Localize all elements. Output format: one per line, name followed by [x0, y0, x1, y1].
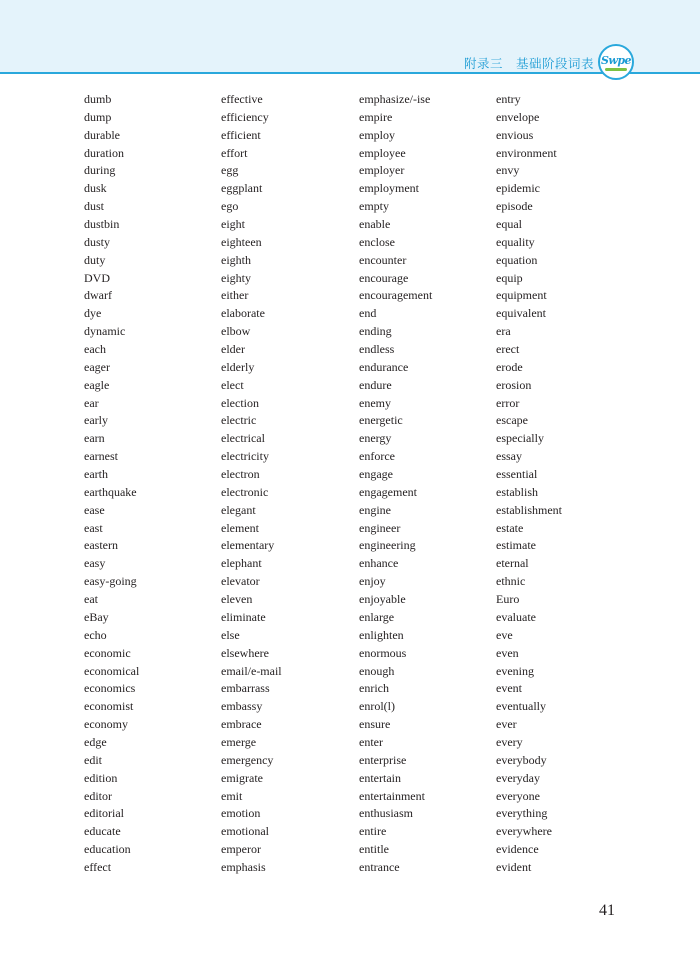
word-column-4: [496, 91, 562, 877]
word-entry: everything: [496, 806, 548, 821]
word-entry: enlarge: [359, 609, 395, 624]
word-entry: engagement: [359, 484, 417, 499]
word-entry: emotion: [221, 806, 261, 821]
word-entry: empty: [359, 199, 389, 214]
word-entry: erect: [496, 342, 520, 357]
word-entry: enough: [359, 663, 395, 678]
word-entry: electronic: [221, 484, 269, 499]
word-entry: effort: [221, 145, 248, 160]
word-entry: editorial: [84, 806, 124, 821]
word-entry: encounter: [359, 252, 407, 267]
word-entry: entitle: [359, 842, 389, 857]
word-entry: elsewhere: [221, 645, 269, 660]
word-entry: encouragement: [359, 288, 433, 303]
word-entry: everyone: [496, 788, 540, 803]
word-entry: east: [84, 520, 103, 535]
word-entry: erode: [496, 359, 523, 374]
word-entry: envious: [496, 127, 534, 142]
word-entry: electrical: [221, 431, 265, 446]
word-entry: ending: [359, 324, 392, 339]
word-entry: energetic: [359, 413, 403, 428]
word-entry: dye: [84, 306, 102, 321]
word-entry: ear: [84, 395, 99, 410]
word-list: [0, 91, 700, 891]
word-entry: eve: [496, 627, 513, 642]
header-divider: [0, 72, 700, 74]
word-column-3: [359, 91, 432, 877]
word-entry: environment: [496, 145, 557, 160]
word-entry: either: [221, 288, 249, 303]
word-entry: eliminate: [221, 609, 266, 624]
word-entry: equipment: [496, 288, 547, 303]
word-entry: email/e-mail: [221, 663, 282, 678]
word-entry: dynamic: [84, 324, 126, 339]
word-entry: efficient: [221, 127, 261, 142]
word-entry: equation: [496, 252, 538, 267]
word-entry: DVD: [84, 270, 110, 285]
word-entry: eleven: [221, 592, 253, 607]
word-entry: employer: [359, 163, 405, 178]
logo-icon: [598, 44, 634, 80]
word-entry: entrance: [359, 859, 400, 874]
word-entry: ego: [221, 199, 239, 214]
word-entry: emit: [221, 788, 243, 803]
word-entry: essential: [496, 467, 538, 482]
word-entry: enjoyable: [359, 592, 406, 607]
word-entry: elaborate: [221, 306, 265, 321]
word-entry: dwarf: [84, 288, 112, 303]
word-entry: emotional: [221, 824, 269, 839]
word-entry: elementary: [221, 538, 275, 553]
word-entry: error: [496, 395, 520, 410]
word-entry: embassy: [221, 699, 263, 714]
word-entry: epidemic: [496, 181, 540, 196]
word-entry: during: [84, 163, 116, 178]
word-entry: elder: [221, 342, 245, 357]
word-entry: enthusiasm: [359, 806, 413, 821]
word-entry: engine: [359, 502, 391, 517]
word-entry: enter: [359, 734, 383, 749]
word-entry: establish: [496, 484, 538, 499]
word-column-1: [84, 91, 139, 877]
word-entry: engineer: [359, 520, 401, 535]
word-entry: empire: [359, 109, 393, 124]
word-entry: endure: [359, 377, 392, 392]
word-entry: every: [496, 734, 523, 749]
word-entry: enable: [359, 217, 391, 232]
word-entry: effective: [221, 92, 263, 106]
word-entry: enclose: [359, 234, 395, 249]
word-entry: dusty: [84, 234, 111, 249]
word-entry: estimate: [496, 538, 536, 553]
word-entry: enrol(l): [359, 699, 395, 714]
word-entry: early: [84, 413, 108, 428]
word-entry: eBay: [84, 609, 109, 624]
word-entry: evaluate: [496, 609, 536, 624]
word-entry: enemy: [359, 395, 391, 410]
page-header: [0, 0, 700, 72]
word-entry: event: [496, 681, 522, 696]
word-entry: editor: [84, 788, 112, 803]
word-entry: emerge: [221, 734, 257, 749]
word-entry: emphasize/-ise: [359, 92, 431, 106]
logo-swoosh: [605, 68, 627, 71]
word-entry: electric: [221, 413, 257, 428]
word-entry: equal: [496, 217, 522, 232]
word-entry: eternal: [496, 556, 529, 571]
word-entry: element: [221, 520, 259, 535]
word-entry: earth: [84, 467, 108, 482]
word-entry: entry: [496, 92, 521, 106]
word-entry: emphasis: [221, 859, 266, 874]
word-entry: dump: [84, 109, 112, 124]
word-entry: equivalent: [496, 306, 546, 321]
header-title: 附录三 基础阶段词表: [463, 56, 594, 71]
word-entry: easy: [84, 556, 106, 571]
word-entry: egg: [221, 163, 239, 178]
word-entry: economical: [84, 663, 140, 678]
word-entry: dustbin: [84, 217, 120, 232]
word-entry: enjoy: [359, 574, 386, 589]
word-entry: eight: [221, 217, 245, 232]
word-entry: escape: [496, 413, 528, 428]
word-entry: emigrate: [221, 770, 263, 785]
word-entry: elderly: [221, 359, 255, 374]
word-entry: eighteen: [221, 234, 262, 249]
word-entry: energy: [359, 431, 392, 446]
word-entry: elegant: [221, 502, 256, 517]
word-entry: earthquake: [84, 484, 137, 499]
word-entry: dust: [84, 199, 105, 214]
word-entry: elbow: [221, 324, 251, 339]
word-entry: encourage: [359, 270, 409, 285]
word-entry: even: [496, 645, 519, 660]
word-entry: erosion: [496, 377, 532, 392]
page-number: 41: [599, 902, 615, 919]
word-entry: endless: [359, 342, 395, 357]
word-entry: endurance: [359, 359, 409, 374]
word-entry: educate: [84, 824, 121, 839]
word-entry: era: [496, 324, 511, 339]
word-entry: elect: [221, 377, 244, 392]
word-entry: evening: [496, 663, 534, 678]
word-entry: employ: [359, 127, 395, 142]
word-entry: edition: [84, 770, 118, 785]
word-entry: establishment: [496, 502, 562, 517]
word-entry: enterprise: [359, 752, 407, 767]
word-entry: eggplant: [221, 181, 263, 196]
word-entry: easy-going: [84, 574, 137, 589]
word-entry: end: [359, 306, 377, 321]
word-entry: elephant: [221, 556, 262, 571]
word-entry: employee: [359, 145, 406, 160]
word-entry: earnest: [84, 449, 118, 464]
word-entry: elevator: [221, 574, 260, 589]
word-entry: ever: [496, 717, 517, 732]
word-entry: envy: [496, 163, 520, 178]
word-entry: estate: [496, 520, 524, 535]
word-entry: economist: [84, 699, 134, 714]
word-entry: eager: [84, 359, 110, 374]
word-entry: eighth: [221, 252, 251, 267]
logo-text: Swpe: [600, 54, 632, 67]
word-entry: eagle: [84, 377, 110, 392]
word-entry: duty: [84, 252, 106, 267]
word-entry: entertainment: [359, 788, 425, 803]
word-entry: electricity: [221, 449, 269, 464]
word-entry: especially: [496, 431, 544, 446]
word-entry: duration: [84, 145, 124, 160]
word-entry: equip: [496, 270, 523, 285]
word-entry: evidence: [496, 842, 539, 857]
word-entry: engage: [359, 467, 393, 482]
word-entry: economy: [84, 717, 128, 732]
word-entry: evident: [496, 859, 532, 874]
word-entry: economics: [84, 681, 136, 696]
word-entry: engineering: [359, 538, 416, 553]
word-entry: effect: [84, 859, 112, 874]
word-entry: eastern: [84, 538, 118, 553]
word-entry: eat: [84, 592, 98, 607]
word-entry: dumb: [84, 92, 112, 106]
word-entry: enhance: [359, 556, 399, 571]
word-entry: each: [84, 342, 106, 357]
word-entry: durable: [84, 127, 120, 142]
word-entry: enlighten: [359, 627, 404, 642]
word-entry: ease: [84, 502, 105, 517]
word-entry: education: [84, 842, 131, 857]
word-entry: embrace: [221, 717, 262, 732]
word-entry: else: [221, 627, 240, 642]
word-entry: everywhere: [496, 824, 552, 839]
word-entry: everyday: [496, 770, 540, 785]
word-entry: employment: [359, 181, 419, 196]
word-entry: economic: [84, 645, 131, 660]
word-entry: emperor: [221, 842, 261, 857]
word-entry: eventually: [496, 699, 546, 714]
word-entry: everybody: [496, 752, 547, 767]
word-entry: embarrass: [221, 681, 270, 696]
word-entry: enormous: [359, 645, 407, 660]
word-entry: efficiency: [221, 109, 269, 124]
word-entry: entertain: [359, 770, 401, 785]
word-entry: enforce: [359, 449, 395, 464]
word-entry: entire: [359, 824, 387, 839]
word-entry: electron: [221, 467, 260, 482]
word-entry: ethnic: [496, 574, 526, 589]
word-column-2: [221, 91, 282, 877]
word-entry: edit: [84, 752, 102, 767]
word-entry: envelope: [496, 109, 540, 124]
word-entry: edge: [84, 734, 107, 749]
word-entry: earn: [84, 431, 105, 446]
word-entry: Euro: [496, 592, 520, 607]
word-entry: equality: [496, 234, 535, 249]
word-entry: essay: [496, 449, 522, 464]
word-entry: episode: [496, 199, 533, 214]
word-entry: eighty: [221, 270, 251, 285]
word-entry: dusk: [84, 181, 107, 196]
word-entry: election: [221, 395, 259, 410]
word-entry: echo: [84, 627, 107, 642]
word-entry: ensure: [359, 717, 391, 732]
word-entry: enrich: [359, 681, 389, 696]
word-entry: emergency: [221, 752, 274, 767]
